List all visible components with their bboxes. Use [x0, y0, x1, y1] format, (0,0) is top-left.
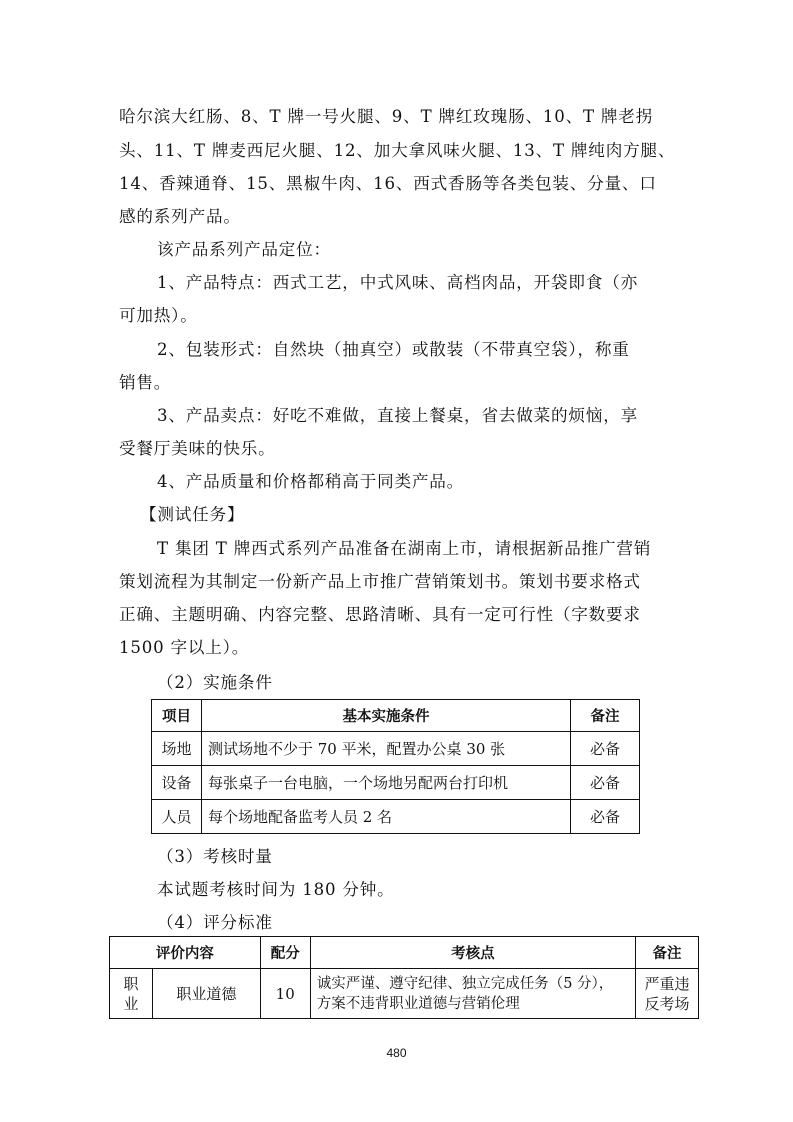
- table-cell: 10: [260, 969, 310, 1019]
- table-cell: 严重违 反考场: [636, 969, 699, 1019]
- body-text-line: 该产品系列产品定位：: [157, 240, 331, 259]
- conditions-table: [151, 699, 640, 834]
- body-text-line: 策划流程为其制定一份新产品上市推广营销策划书。策划书要求格式: [119, 572, 641, 591]
- table-cell: 测试场地不少于 70 平米，配置办公桌 30 张: [201, 732, 570, 766]
- scoring-table: [109, 936, 699, 1019]
- subsection-heading: （3）考核时量: [157, 847, 273, 866]
- body-text-line: 正确、主题明确、内容完整、思路清晰、具有一定可行性（字数要求: [119, 605, 641, 624]
- table-cell: 必备: [571, 766, 640, 800]
- table-cell: 诚实严谨、遵守纪律、独立完成任务（5 分）， 方案不违背职业道德与营销伦理: [310, 969, 635, 1019]
- body-text-line: T 集团 T 牌西式系列产品准备在湖南上市，请根据新品推广营销: [157, 539, 652, 558]
- table-cell: 每个场地配备监考人员 2 名: [201, 800, 570, 834]
- table-cell: 必备: [571, 800, 640, 834]
- body-text-line: 哈尔滨大红肠、8、T 牌一号火腿、9、T 牌红玫瑰肠、10、T 牌老拐: [119, 107, 654, 126]
- table-row: [152, 766, 640, 800]
- table-row: [110, 969, 699, 1019]
- header-cell: 项目: [152, 700, 202, 732]
- table-cell: 人员: [152, 800, 202, 834]
- subsection-heading: （4）评分标准: [157, 913, 273, 932]
- header-cell: 配分: [260, 937, 310, 969]
- body-text-line: 可加热）。: [119, 306, 198, 325]
- body-text-line: 本试题考核时间为 180 分钟。: [157, 880, 395, 899]
- table-cell: 每张桌子一台电脑，一个场地另配两台打印机: [201, 766, 570, 800]
- table-cell: 必备: [571, 732, 640, 766]
- body-text-line: 感的系列产品。: [119, 207, 241, 226]
- table-row: [152, 732, 640, 766]
- table-header-row: [110, 937, 699, 969]
- body-text-line: 14、香辣通脊、15、黑椒牛肉、16、西式香肠等各类包装、分量、口: [119, 174, 657, 193]
- body-text-line: 受餐厅美味的快乐。: [119, 439, 276, 458]
- header-cell: 评价内容: [110, 937, 261, 969]
- table-cell: 设备: [152, 766, 202, 800]
- page-number: 480: [386, 1046, 407, 1060]
- subsection-heading: （2）实施条件: [157, 673, 273, 692]
- header-cell: 考核点: [310, 937, 635, 969]
- body-text-line: 4、产品质量和价格都稍高于同类产品。: [157, 472, 465, 491]
- body-text-line: 1、产品特点：西式工艺，中式风味、高档肉品，开袋即食（亦: [157, 273, 638, 292]
- table-row: [152, 800, 640, 834]
- body-text-line: 1500 字以上）。: [119, 638, 250, 657]
- section-heading: 【测试任务】: [140, 505, 245, 524]
- table-cell: 职业道德: [152, 969, 260, 1019]
- header-cell: 备注: [636, 937, 699, 969]
- body-text-line: 销售。: [119, 373, 172, 392]
- table-cell: 职 业: [110, 969, 153, 1019]
- body-text-line: 2、包装形式：自然块（抽真空）或散装（不带真空袋），称重: [157, 340, 630, 359]
- body-text-line: 3、产品卖点：好吃不难做，直接上餐桌，省去做菜的烦恼，享: [157, 406, 638, 425]
- header-cell: 备注: [571, 700, 640, 732]
- header-cell: 基本实施条件: [201, 700, 570, 732]
- table-cell: 场地: [152, 732, 202, 766]
- body-text-line: 头、11、T 牌麦西尼火腿、12、加大拿风味火腿、13、T 牌纯肉方腿、: [119, 141, 676, 160]
- table-header-row: [152, 700, 640, 732]
